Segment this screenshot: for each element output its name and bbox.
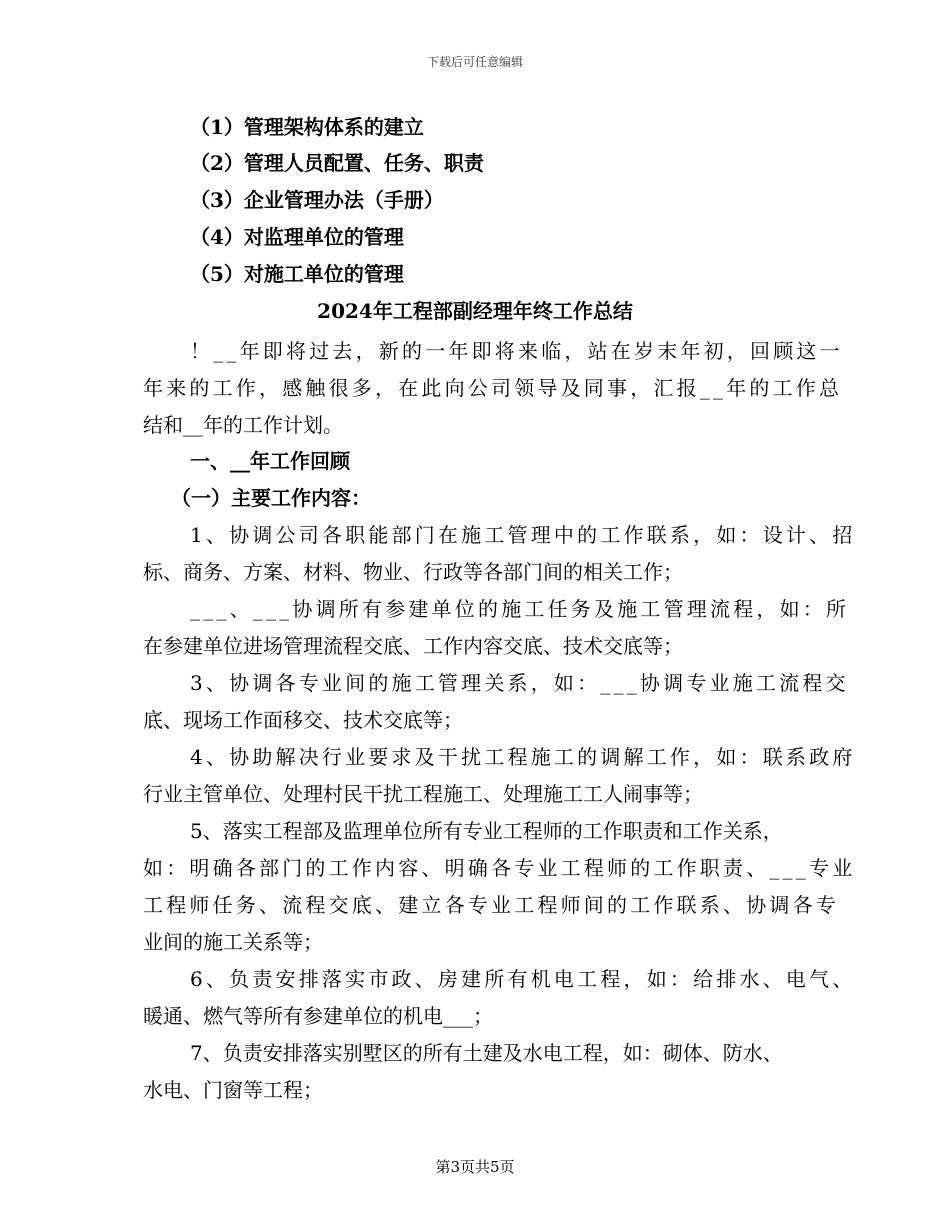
outline-item: （5）对施工单位的管理 bbox=[190, 262, 404, 286]
paragraph-line: 如：明确各部门的工作内容、明确各专业工程师的工作职责、___专业 bbox=[143, 856, 856, 880]
paragraph-line: 结和__年的工作计划。 bbox=[143, 413, 343, 437]
outline-item: （4）对监理单位的管理 bbox=[190, 225, 404, 249]
paragraph-line: 底、现场工作面移交、技术交底等； bbox=[143, 708, 463, 732]
paragraph-line: 1、协调公司各职能部门在施工管理中的工作联系，如：设计、招 bbox=[190, 523, 856, 547]
paragraph-line: 水电、门窗等工程； bbox=[143, 1078, 323, 1102]
paragraph-line: ！__年即将过去，新的一年即将来临，站在岁末年初，回顾这一 bbox=[190, 339, 843, 363]
outline-item: （3）企业管理办法（手册） bbox=[190, 188, 444, 212]
paragraph-line: 标、商务、方案、材料、物业、行政等各部门间的相关工作； bbox=[143, 560, 683, 584]
paragraph-line: 7、负责安排落实别墅区的所有土建及水电工程，如：砌体、防水、 bbox=[190, 1041, 783, 1065]
paragraph-line: 5、落实工程部及监理单位所有专业工程师的工作职责和工作关系， bbox=[190, 819, 783, 843]
paragraph-line: 工程师任务、流程交底、建立各专业工程师间的工作联系、协调各专 bbox=[143, 893, 839, 917]
sub-heading: （一）主要工作内容： bbox=[171, 486, 371, 510]
paragraph-line: 业间的施工关系等； bbox=[143, 930, 323, 954]
paragraph-line: 在参建单位进场管理流程交底、工作内容交底、技术交底等； bbox=[143, 634, 683, 658]
paragraph-line: 年来的工作，感触很多，在此向公司领导及同事，汇报__年的工作总 bbox=[143, 376, 843, 400]
paragraph-line: ___、___协调所有参建单位的施工任务及施工管理流程，如：所 bbox=[190, 597, 850, 621]
paragraph-line: 暖通、燃气等所有参建单位的机电___； bbox=[143, 1004, 493, 1028]
paragraph-line: 行业主管单位、处理村民干扰工程施工、处理施工工人闹事等； bbox=[143, 782, 703, 806]
paragraph-line: 4、协助解决行业要求及干扰工程施工的调解工作，如：联系政府 bbox=[190, 745, 856, 769]
paragraph-line: 3、协调各专业间的施工管理关系，如：___协调专业施工流程交 bbox=[190, 671, 849, 695]
section-heading: 一、__年工作回顾 bbox=[190, 449, 350, 473]
page-footer: 第3页共5页 bbox=[435, 1158, 515, 1176]
document-title: 2024年工程部副经理年终工作总结 bbox=[317, 299, 633, 323]
paragraph-line: 6、负责安排落实市政、房建所有机电工程，如：给排水、电气、 bbox=[190, 967, 856, 991]
outline-item: （1）管理架构体系的建立 bbox=[190, 115, 424, 139]
page-header: 下载后可任意编辑 bbox=[426, 55, 523, 69]
outline-item: （2）管理人员配置、任务、职责 bbox=[190, 151, 484, 175]
